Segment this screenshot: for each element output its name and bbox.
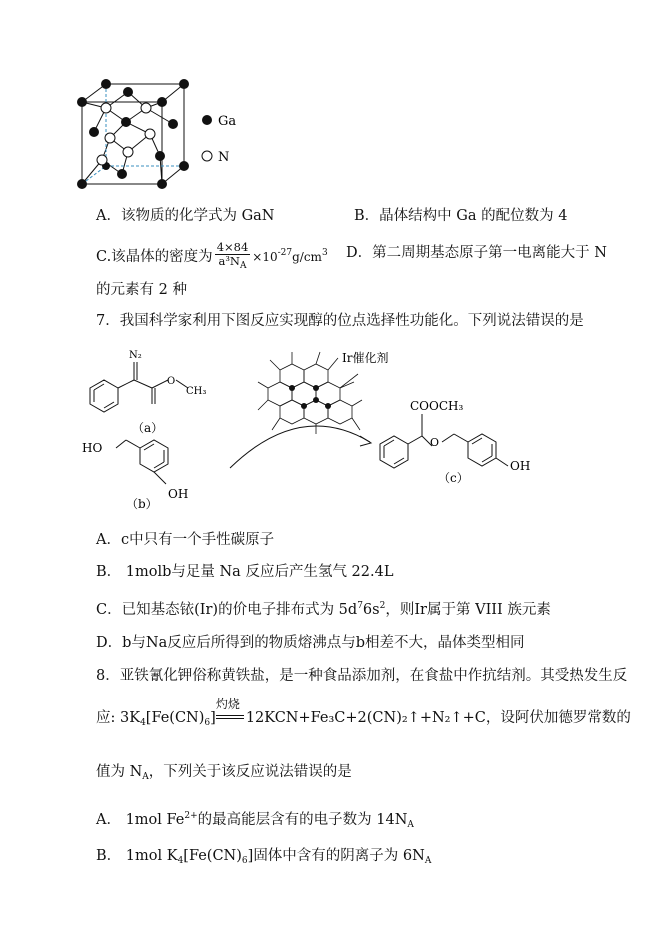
oh-label-c: OH — [510, 459, 531, 473]
n2-label: N₂ — [129, 350, 142, 361]
fraction-numerator: 4×84 — [216, 240, 249, 254]
molecule-a-label: （a） — [132, 421, 164, 435]
q7-option-d: D．b与Na反应后所得到的物质熔沸点与b相差不大，晶体类型相同 — [96, 635, 525, 651]
o-ring-label: O — [430, 436, 440, 449]
q7-option-b: B． 1molb与足量 Na 反应后产生氢气 22.4L — [96, 564, 394, 580]
fraction-denominator: $a^3N_A$ — [218, 254, 247, 271]
q6-option-b: B．晶体结构中 Ga 的配位数为 4 — [354, 208, 568, 224]
q6-option-d-cont: 的元素有 2 种 — [96, 282, 187, 298]
legend-ga: Ga — [218, 114, 237, 129]
ho-label: HO — [82, 441, 103, 455]
q6-option-c-prefix: C.该晶体的密度为 — [96, 249, 213, 265]
q6-option-a: A．该物质的化学式为 GaN — [96, 208, 275, 224]
molecule-c-label: （c） — [438, 471, 469, 485]
condition-label: 灼烧 — [215, 697, 240, 711]
ga-legend-marker — [202, 115, 212, 125]
legend-n: N — [218, 150, 230, 165]
q6-option-d: D．第二周期基态原子第一电离能大于 N — [346, 245, 607, 261]
oh-label-b: OH — [168, 487, 189, 501]
q8-option-a: A． 1mol $Fe^{2+}$的最高能层含有的电子数为 $14N_A$ — [96, 811, 414, 830]
q8-stem-line1: 8．亚铁氰化钾俗称黄铁盐，是一种食品添加剂，在食盐中作抗结剂。其受热发生反 — [96, 668, 628, 684]
n-legend-marker — [202, 151, 212, 161]
reaction-condition-arrow — [215, 697, 246, 728]
reaction-arrow — [230, 426, 370, 468]
catalyst-label: Ir催化剂 — [342, 351, 389, 365]
q8-stem-line3: 值为 $N_A$，下列关于该反应说法错误的是 — [96, 764, 352, 782]
molecule-b-label: （b） — [126, 497, 158, 511]
q7-stem: 7．我国科学家利用下图反应实现醇的位点选择性功能化。下列说法错误的是 — [96, 313, 584, 329]
q8-equation: 应: $3K_4[Fe(CN)_6]$ 灼烧 12KCN+Fe₃C+2(CN)₂↑+N₂↑+C，设阿伏加德罗常数的 — [96, 708, 631, 733]
ch3-label: CH₃ — [186, 386, 207, 397]
q8-option-b: B． 1mol $K_4[Fe(CN)_6]$固体中含有的阴离子为 $6N_A$ — [96, 848, 432, 866]
ester-label: COOCH₃ — [410, 399, 464, 413]
q6-option-c: C.该晶体的密度为 $\frac{4\times 84}{a^3N_A}$ $\times 10^{-27}g/cm^3$ — [96, 240, 328, 271]
q7-option-c: C．已知基态铱(Ir)的价电子排布式为 $5d^76s^2$，则Ir属于第 VIII 族元素 — [96, 601, 551, 618]
o-atom-a: O — [167, 376, 176, 387]
reaction-scheme-figure — [80, 340, 620, 530]
q7-option-a: A．c中只有一个手性碳原子 — [96, 532, 275, 548]
density-fraction — [215, 241, 251, 273]
crystal-structure-figure — [70, 78, 270, 198]
